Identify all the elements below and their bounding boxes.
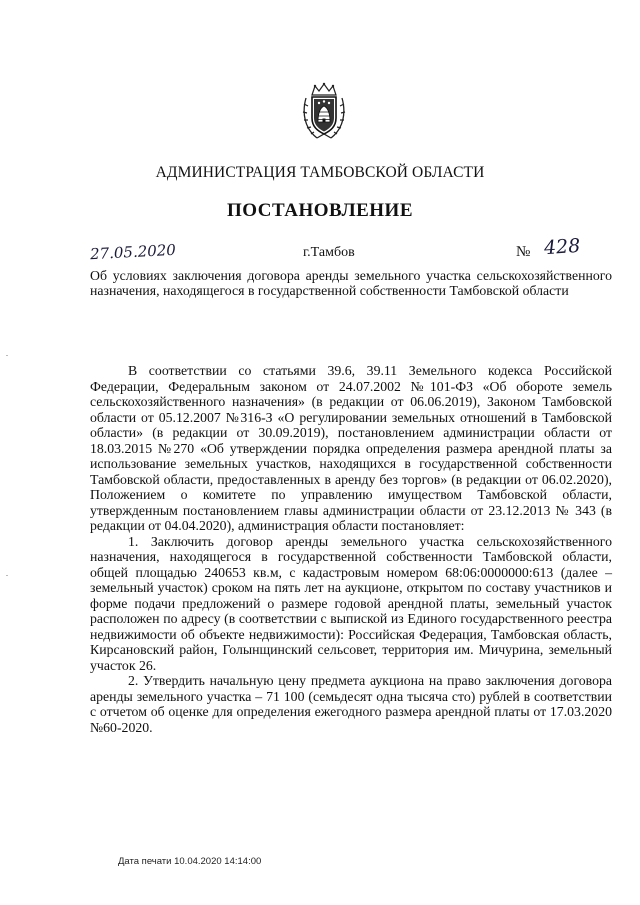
scan-margin-mark	[6, 575, 8, 576]
document-subject: Об условиях заключения договора аренды земельного участка сельскохозяйственного назначения, находящегося в государственной собственности Тамбовской области	[90, 268, 612, 299]
clause-2-paragraph: 2. Утвердить начальную цену предмета аукциона на право заключения договора аренды земельного участка – 71 100 (семьдесят одна тысяча сто) рублей в соответствии с отчетом об оценке для определения ежегодного размера арендной платы от 17.03.2020 №60-2020.	[90, 673, 612, 735]
coat-of-arms-icon	[301, 82, 347, 142]
document-body	[90, 363, 612, 735]
city-label: г.Тамбов	[303, 245, 355, 260]
scan-margin-mark	[6, 355, 8, 356]
document-type-title: ПОСТАНОВЛЕНИЕ	[226, 200, 414, 221]
clause-1-paragraph: 1. Заключить договор аренды земельного участка сельскохозяйственного назначения, находящегося в государственной собственности Тамбовской области, общей площадью 240653 кв.м, с кадастровым номером 68:06:0000000:613 (далее – земельный участок) сроком на пять лет на аукционе, открытом по составу участников и форме подачи предложений о размере годовой арендной платы, земельный участок расположен по адресу (в соответствии с выпиской из Единого государственного реестра недвижимости об объекте недвижимости): Российская Федерация, Тамбовская область, Кирсановский район, Голынщинский сельсовет, территория им. Мичурина, земельный участок 26.	[90, 533, 612, 673]
number-label: №	[516, 244, 531, 260]
preamble-paragraph: В соответствии со статьями 39.6, 39.11 Земельного кодекса Российской Федерации, Федеральным законом от 24.07.2002 №101-ФЗ «Об обороте земель сельскохозяйственного назначения» (в редакции от 06.06.2019), Законом Тамбовской области от 05.12.2007 №316-З «О регулировании земельных отношений в Тамбовской области» (в редакции от 30.09.2019), постановлением администрации области от 18.03.2015 №270 «Об утверждении порядка определения размера арендной платы за использование земельных участков, находящихся в государственной собственности Тамбовской области, предоставленных в аренду без торгов» (в редакции от 06.02.2020), Положением о комитете по управлению имуществом Тамбовской области, утвержденным постановлением главы администрации области от 23.12.2013 № 343 (в редакции от 04.04.2020), администрация области постановляет:	[90, 363, 612, 533]
organization-title: АДМИНИСТРАЦИЯ ТАМБОВСКОЙ ОБЛАСТИ	[155, 164, 485, 181]
handwritten-number: 428	[543, 234, 581, 260]
handwritten-date: 27.05.2020	[89, 240, 177, 264]
print-date-footer: Дата печати 10.04.2020 14:14:00	[118, 856, 262, 867]
